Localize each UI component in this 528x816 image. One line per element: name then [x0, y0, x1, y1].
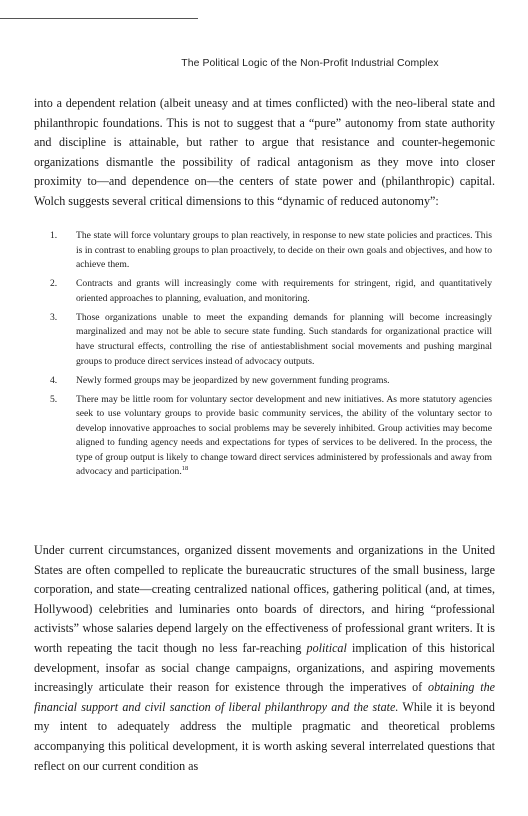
footnote-reference: 18 [181, 465, 189, 473]
paragraph-2-text-end: While it is beyond my intent to adequately address the multiple pragmatic and theoretical problems accompanying this political development, it is worth asking several interrelated questions that reflect on our current condition as [34, 699, 495, 773]
paragraph-2-text-start: Under current circumstances, organized dissent movements and organizations in the United States are often compelled to replicate the bureaucratic structures of the small business, large corporation, and state—creating centralized national offices, gathering political (and, at times, Hollywood) celebrities and luminaries onto boards of directors, and hiring “professional activists” whose salaries depend largely on the effectiveness of professional grant writers. It is worth repeating the tacit though no less far-reaching [34, 543, 495, 655]
paragraph-2-text-middle: implication of this historical development, insofar as social change campaigns, organizations, and aspiring movements increasingly articulate their reason for existence through the imperatives of [34, 640, 496, 695]
emphasis-financial-support: obtaining the financial support and civil sanction of liberal philanthropy and the state. [34, 680, 495, 714]
list-item-number: 1. [50, 230, 58, 241]
reduced-autonomy-list [50, 229, 492, 480]
list-item-5 [50, 393, 492, 481]
list-item-text: Newly formed groups may be jeopardized by new government funding programs. [76, 374, 390, 386]
list-item-4 [50, 374, 492, 389]
list-item-text: The state will force voluntary groups to plan reactively, in response to new state policies and practices. This is in contrast to enabling groups to plan proactively, to decide on their own goals and objectives, and how to achieve them. [76, 230, 492, 271]
list-item-number: 5. [50, 393, 58, 405]
list-item-3 [50, 311, 492, 369]
list-item-text: Contracts and grants will increasingly come with requirements for stringent, rigid, and quantitatively oriented approaches to planning, evaluation, and monitoring. [76, 278, 492, 304]
list-item-text: There may be little room for voluntary sector development and new initiatives. As more statutory agencies seek to use voluntary groups to provide basic community services, the ability of the voluntary sector to develop innovative approaches to social problems may be severely inhibited. Group activities may become aligned to funding agency needs and expectations for types of services to be delivered. In the process, the type of group output is likely to change toward direct services administered by professionals and away from advocacy and participation. [76, 393, 492, 478]
top-rule [0, 18, 198, 19]
emphasis-political: political [306, 640, 347, 655]
list-item-number: 2. [50, 278, 58, 290]
list-item-text: Those organizations unable to meet the expanding demands for planning will become increasingly marginalized and may not be able to secure state funding. Such standards for organizational practice will have structural effects, controlling the rise of antiestablishment social movements and pushing marginal groups to produce direct services instead of advocacy outputs. [76, 311, 492, 367]
running-head: The Political Logic of the Non-Profit Industrial Complex [181, 58, 439, 69]
list-item-number: 3. [50, 311, 58, 323]
paragraph-2 [34, 541, 495, 776]
paragraph-1: into a dependent relation (albeit uneasy and at times conflicted) with the neo-liberal state and philanthropic foundations. This is not to suggest that a “pure” autonomy from state authority and discipline is attainable, but rather to argue that resistance and counter-hegemonic organizations dismantle the possibility of radical antagonism as they move into closer proximity to—and dependence on—the centers of state power and (philanthropic) capital. Wolch suggests several critical dimensions to this “dynamic of reduced autonomy”: [34, 96, 495, 208]
list-item-2 [50, 277, 492, 306]
list-item-number: 4. [50, 374, 58, 386]
list-item-1 [50, 229, 492, 273]
